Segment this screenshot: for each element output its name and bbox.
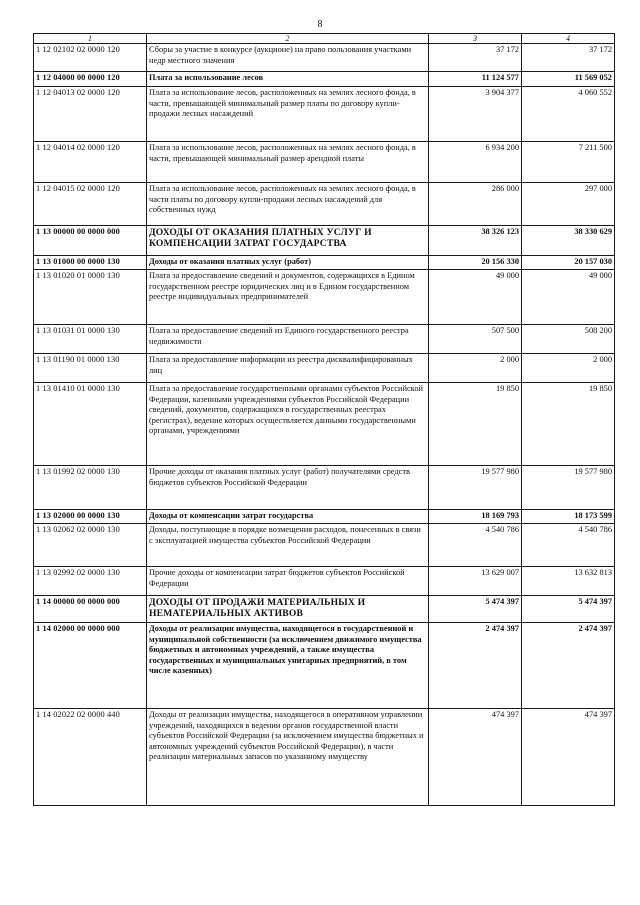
amount-year-2-cell: 13 632 813 <box>522 567 615 596</box>
amount-year-1-cell: 2 474 397 <box>429 623 522 709</box>
amount-year-2-cell: 4 060 552 <box>522 87 615 142</box>
description-cell: Доходы от реализации имущества, находящегося в государственной и муниципальной собственности (за исключением движимого имущества бюджетных и автономных учреждений, а также имущества государственных и муниципальных унитарных предприятий, в том числе казенных) <box>147 623 429 709</box>
amount-year-2-cell: 19 850 <box>522 383 615 466</box>
column-header-4: 4 <box>522 34 615 44</box>
description-cell: Прочие доходы от оказания платных услуг (работ) получателями средств бюджетов субъектов Российской Федерации <box>147 466 429 510</box>
amount-year-1-cell: 4 540 786 <box>429 524 522 567</box>
amount-year-2-cell: 2 000 <box>522 354 615 383</box>
amount-year-1-cell: 3 904 377 <box>429 87 522 142</box>
amount-year-1-cell: 37 172 <box>429 44 522 72</box>
amount-year-1-cell: 5 474 397 <box>429 596 522 623</box>
amount-year-2-cell: 7 211 500 <box>522 142 615 183</box>
budget-code-cell: 1 12 04014 02 0000 120 <box>34 142 147 183</box>
table-row <box>34 87 615 142</box>
table-row <box>34 354 615 383</box>
budget-code-cell: 1 14 02022 02 0000 440 <box>34 709 147 806</box>
table-row <box>34 466 615 510</box>
table-body <box>34 44 615 806</box>
amount-year-2-cell: 18 173 599 <box>522 510 615 524</box>
amount-year-2-cell: 297 000 <box>522 183 615 226</box>
column-header-3: 3 <box>429 34 522 44</box>
description-cell: Прочие доходы от компенсации затрат бюджетов субъектов Российской Федерации <box>147 567 429 596</box>
description-cell: Сборы за участие в конкурсе (аукционе) на право пользования участками недр местного значения <box>147 44 429 72</box>
description-cell: Плата за предоставление сведений из Единого государственного реестра недвижимости <box>147 325 429 354</box>
amount-year-1-cell: 49 000 <box>429 270 522 325</box>
column-header-1: 1 <box>34 34 147 44</box>
table-row <box>34 142 615 183</box>
description-cell: Плата за использование лесов, расположенных на землях лесного фонда, в части, превышающей минимальный размер платы по договору купли-продажи лесных насаждений <box>147 87 429 142</box>
amount-year-1-cell: 13 629 007 <box>429 567 522 596</box>
description-cell: ДОХОДЫ ОТ ПРОДАЖИ МАТЕРИАЛЬНЫХ И НЕМАТЕРИАЛЬНЫХ АКТИВОВ <box>147 596 429 623</box>
amount-year-1-cell: 6 934 200 <box>429 142 522 183</box>
budget-code-cell: 1 14 00000 00 0000 000 <box>34 596 147 623</box>
description-cell: Плата за предоставление сведений и документов, содержащихся в Едином государственном реестре юридических лиц и в Едином государственном реестре индивидуальных предпринимателей <box>147 270 429 325</box>
table-row <box>34 567 615 596</box>
table-header <box>34 34 615 44</box>
budget-code-cell: 1 13 00000 00 0000 000 <box>34 226 147 256</box>
amount-year-2-cell: 4 540 786 <box>522 524 615 567</box>
amount-year-2-cell: 508 200 <box>522 325 615 354</box>
budget-code-cell: 1 13 02062 02 0000 130 <box>34 524 147 567</box>
table-row <box>34 709 615 806</box>
table-row <box>34 44 615 72</box>
description-cell: Доходы от реализации имущества, находящегося в оперативном управлении учреждений, находящихся в ведении органов государственной власти субъектов Российской Федерации (за исключением имущества бюджетных и автономных учреждений субъектов Российской Федерации), в части реализации материальных запасов по указанному имуществу <box>147 709 429 806</box>
budget-code-cell: 1 12 02102 02 0000 120 <box>34 44 147 72</box>
description-cell: Плата за предоставление информации из реестра дисквалифицированных лиц <box>147 354 429 383</box>
amount-year-2-cell: 37 172 <box>522 44 615 72</box>
amount-year-1-cell: 474 397 <box>429 709 522 806</box>
budget-code-cell: 1 13 01000 00 0000 130 <box>34 256 147 270</box>
amount-year-2-cell: 5 474 397 <box>522 596 615 623</box>
table-row <box>34 524 615 567</box>
budget-code-cell: 1 13 01020 01 0000 130 <box>34 270 147 325</box>
amount-year-2-cell: 38 330 629 <box>522 226 615 256</box>
table-row <box>34 383 615 466</box>
amount-year-2-cell: 20 157 030 <box>522 256 615 270</box>
amount-year-1-cell: 19 577 980 <box>429 466 522 510</box>
budget-code-cell: 1 12 04015 02 0000 120 <box>34 183 147 226</box>
amount-year-2-cell: 474 397 <box>522 709 615 806</box>
table-row <box>34 256 615 270</box>
table-row <box>34 623 615 709</box>
description-cell: Доходы от оказания платных услуг (работ) <box>147 256 429 270</box>
amount-year-2-cell: 19 577 980 <box>522 466 615 510</box>
description-cell: Доходы, поступающие в порядке возмещения расходов, понесенных в связи с эксплуатацией имущества субъектов Российской Федерации <box>147 524 429 567</box>
budget-code-cell: 1 13 02000 00 0000 130 <box>34 510 147 524</box>
amount-year-1-cell: 38 326 123 <box>429 226 522 256</box>
table-row <box>34 72 615 87</box>
budget-code-cell: 1 13 01992 02 0000 130 <box>34 466 147 510</box>
amount-year-1-cell: 286 000 <box>429 183 522 226</box>
budget-code-cell: 1 12 04013 02 0000 120 <box>34 87 147 142</box>
budget-code-cell: 1 12 04000 00 0000 120 <box>34 72 147 87</box>
budget-code-cell: 1 13 01031 01 0000 130 <box>34 325 147 354</box>
description-cell: Плата за предоставление государственными органами субъектов Российской Федерации, казенными учреждениями субъектов Российской Федерации сведений, документов, содержащихся в государственных реестрах (регистрах), ведение которых осуществляется данными государственными органами, учреждениями <box>147 383 429 466</box>
amount-year-1-cell: 2 000 <box>429 354 522 383</box>
budget-code-cell: 1 13 01410 01 0000 130 <box>34 383 147 466</box>
table-row <box>34 183 615 226</box>
amount-year-2-cell: 2 474 397 <box>522 623 615 709</box>
amount-year-2-cell: 11 569 052 <box>522 72 615 87</box>
budget-code-cell: 1 14 02000 00 0000 000 <box>34 623 147 709</box>
description-cell: ДОХОДЫ ОТ ОКАЗАНИЯ ПЛАТНЫХ УСЛУГ И КОМПЕНСАЦИИ ЗАТРАТ ГОСУДАРСТВА <box>147 226 429 256</box>
amount-year-1-cell: 507 500 <box>429 325 522 354</box>
description-cell: Плата за использование лесов <box>147 72 429 87</box>
description-cell: Плата за использование лесов, расположенных на землях лесного фонда, в части, превышающей минимальный размер арендной платы <box>147 142 429 183</box>
table-row <box>34 510 615 524</box>
table-row <box>34 226 615 256</box>
table-row <box>34 325 615 354</box>
amount-year-1-cell: 19 850 <box>429 383 522 466</box>
column-header-2: 2 <box>147 34 429 44</box>
amount-year-2-cell: 49 000 <box>522 270 615 325</box>
table-row <box>34 596 615 623</box>
amount-year-1-cell: 11 124 577 <box>429 72 522 87</box>
budget-code-cell: 1 13 02992 02 0000 130 <box>34 567 147 596</box>
budget-code-cell: 1 13 01190 01 0000 130 <box>34 354 147 383</box>
column-number-row <box>34 34 615 44</box>
amount-year-1-cell: 20 156 330 <box>429 256 522 270</box>
table-row <box>34 270 615 325</box>
description-cell: Плата за использование лесов, расположенных на землях лесного фонда, в части платы по договору купли-продажи лесных насаждений для собственных нужд <box>147 183 429 226</box>
revenue-table <box>33 33 615 806</box>
amount-year-1-cell: 18 169 793 <box>429 510 522 524</box>
page-number: 8 <box>317 19 323 30</box>
description-cell: Доходы от компенсации затрат государства <box>147 510 429 524</box>
